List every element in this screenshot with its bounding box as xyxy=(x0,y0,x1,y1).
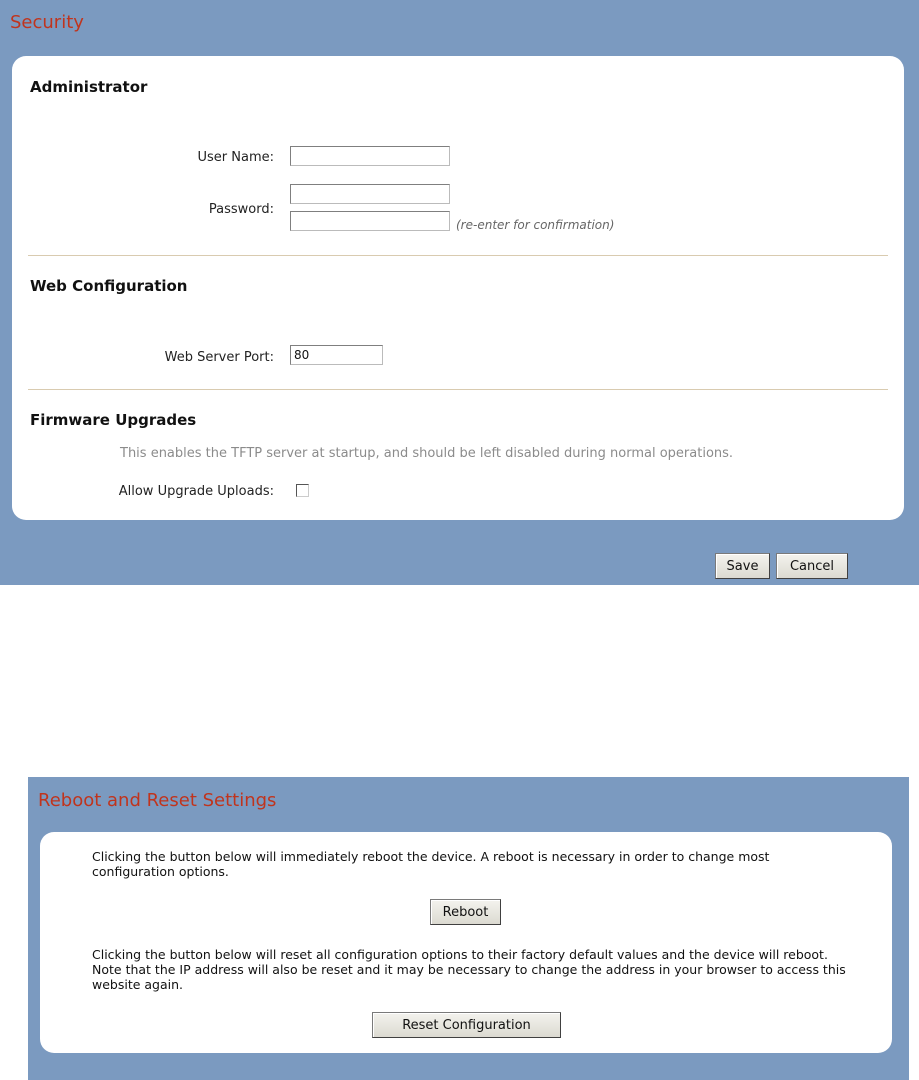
password-label: Password: xyxy=(208,202,274,217)
firmware-heading: Firmware Upgrades xyxy=(30,411,197,429)
section-divider xyxy=(28,255,888,256)
confirm-hint: (re-enter for confirmation) xyxy=(456,218,615,232)
firmware-note: This enables the TFTP server at startup, and should be left disabled during normal operations. xyxy=(120,446,734,461)
reboot-title: Reboot and Reset Settings xyxy=(38,790,277,811)
reboot-card xyxy=(40,832,892,1053)
section-divider xyxy=(28,389,888,390)
security-title: Security xyxy=(10,12,84,33)
username-label: User Name: xyxy=(197,150,274,165)
administrator-heading: Administrator xyxy=(30,78,148,96)
reboot-panel xyxy=(28,777,909,1080)
password-input[interactable] xyxy=(290,184,450,204)
security-card xyxy=(12,56,904,520)
web-config-heading: Web Configuration xyxy=(30,277,188,295)
cancel-button[interactable]: Cancel xyxy=(776,553,848,579)
web-port-input[interactable] xyxy=(290,345,383,365)
allow-uploads-checkbox[interactable] xyxy=(296,484,309,497)
reboot-description: Clicking the button below will immediately reboot the device. A reboot is necessary in order to change most configuration options. xyxy=(92,849,770,879)
username-input[interactable] xyxy=(290,146,450,166)
reboot-button[interactable]: Reboot xyxy=(430,899,501,925)
allow-uploads-label: Allow Upgrade Uploads: xyxy=(118,484,274,499)
save-button[interactable]: Save xyxy=(715,553,770,579)
reset-description: Clicking the button below will reset all configuration options to their factory default values and the device will reboot. Note that the IP address will also be reset and it may be necessary to change the address in your browser to access this website again. xyxy=(92,947,846,992)
web-port-label: Web Server Port: xyxy=(164,350,274,365)
reset-configuration-button[interactable]: Reset Configuration xyxy=(372,1012,561,1038)
password-confirm-input[interactable] xyxy=(290,211,450,231)
